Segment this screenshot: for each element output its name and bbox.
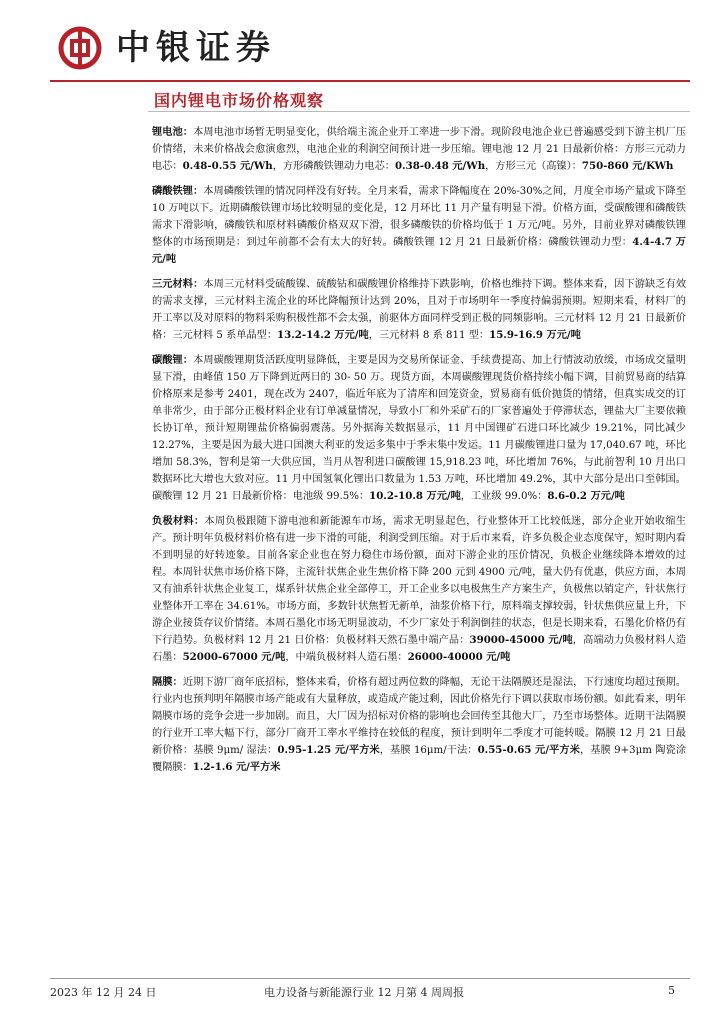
price-value: 13.2-14.2 万元/吨 bbox=[277, 329, 369, 341]
paragraph-lead: 三元材料： bbox=[152, 278, 204, 290]
paragraph-text: 近期下游厂商年底招标，整体来看，价格有超过两位数的降幅，无论干法隔膜还是湿法，下行速度均超过预期。行业内也预判明年隔膜市场产能或有大量释放，或造成产能过剩，因此价格先行下调以获取市场份额。如此看来，明年隔膜市场的竞争会进一步加剧。而且，大厂因为招标对价格的影响也会回传至其他大厂，乃至市场整体。近期干法隔膜的行业开工率大幅下行，部分厂商开工率水平维持在较低的程度，预计到明年二季度才可能转暖。隔膜 12 月 21 日最新价格：基膜 9μm/ 湿法： bbox=[152, 677, 686, 756]
paragraph-text: ，工业级 99.0%： bbox=[460, 491, 548, 502]
footer-divider bbox=[50, 978, 690, 979]
paragraph-text: 本周碳酸锂期货活跃度明显降低，主要是因为交易所保证金、手续费提高、加上行情波动放缓，市场成交量明显下滑，由峰值 150 万下降到近两日的 30- 50 万。现货方面，本周碳酸锂现货价格持续小幅下调，目前贸易商的结算价格原来是参考 2401，现在改为 2407，临近年底为了清库和回笼资金，贸易商有低价抛货的情绪，但真实成交的订单非常少，由于部分正极材料企业有订单减量情况，导致小厂和外采矿石的厂家普遍处于停滞状态，锂盐大厂主要依赖长协订单，预计短期锂盐价格偏弱震荡。另外据海关数据显示，11 月中国锂矿石进口环比减少 19.21%，同比减少 12.27%，主要是因为最大进口国澳大利亚的发运多集中于季末集中发运。11 月碳酸锂进口量为 17,040.67 吨，环比增加 58.3%，智利是第一大供应国，当月从智利进口碳酸锂 15,918.23 吨，环比增加 76%，与此前智利 10 月出口数据环比大增也大致对应。11 月中国氢氧化锂出口数量为 1.53 万吨，环比增加 49.2%，其中大部分是出口至韩国。碳酸锂 12 月 21 日最新价格：电池级 99.5%： bbox=[152, 355, 687, 502]
brand-name: 中银证券 bbox=[116, 28, 276, 68]
paragraph-text: 本周负极跟随下游电池和新能源车市场，需求无明显起色，行业整体开工比较低迷，部分企业开始收缩生产。预计明年负极材料价格有进一步下滑的可能，利润受到压缩。对于后市来看，许多负极企业态度保守，短时期内看不到明显的好转迹象。目前各家企业也在努力稳住市场份额，面对下游企业的压价情况，负极企业继续降本增效的过程。本周针状焦市场价格下降，主流针状焦企业生焦价格下降 200 元到 4900 元/吨，量大仍有优惠，供应方面，本周又有油系针状焦企业复工，煤系针状焦企业全部停工，开工企业多以电极焦生产方案生产，负极焦以销定产，针状焦行业整体开工率在 34.61%。市场方面，多数针状焦暂无新单，油浆价格下行，原料端支撑较弱，针状焦供应量上升，下游企业接货存议价情绪。本周石墨化市场无明显波动，不少厂家处于利润倒挂的状态，但是长期来看，石墨化价格仍有下行趋势。负极材料 12 月 21 日价格：负极材料天然石墨中端产品： bbox=[152, 516, 687, 646]
report-body bbox=[152, 124, 686, 784]
paragraph-text: ，高端动力负极材料人造石墨： bbox=[152, 635, 687, 663]
page-number: 5 bbox=[668, 984, 675, 997]
section-divider bbox=[148, 111, 690, 112]
paragraph bbox=[152, 513, 686, 666]
paragraph-text: ，三元材料 8 系 811 型： bbox=[368, 330, 490, 341]
price-value: 39000-45000 元/吨 bbox=[469, 634, 573, 646]
paragraph bbox=[152, 276, 686, 344]
price-value: 0.55-0.65 元/平方米 bbox=[477, 744, 580, 756]
paragraph-text: ，方形磷酸铁锂动力电芯： bbox=[272, 161, 395, 172]
footer-report-title: 电力设备与新能源行业 12 月第 4 周周报 bbox=[264, 986, 464, 999]
paragraph-text: ，方形三元（高镍）： bbox=[485, 161, 582, 172]
paragraph-text: ，基膜 16μm/干法： bbox=[379, 745, 478, 756]
price-value: 0.95-1.25 元/平方米 bbox=[277, 744, 380, 756]
paragraph-text: ，中端负极材料人造石墨： bbox=[285, 652, 408, 663]
paragraph bbox=[152, 124, 686, 175]
paragraph bbox=[152, 674, 686, 776]
footer-date: 2023 年 12 月 24 日 bbox=[50, 986, 157, 999]
paragraph-text: 本周电池市场暂无明显变化，供给端主流企业开工率进一步下滑。现阶段电池企业已普遍感受到下游主机厂压价情绪，未来价格战会愈演愈烈，电池企业的利润空间预计进一步压缩。锂电池 12 月 21 日最新价格：方形三元动力电芯： bbox=[152, 127, 687, 172]
section-title: 国内锂电市场价格观察 bbox=[154, 91, 325, 110]
paragraph-text: 本周三元材料受硫酸镍、硫酸钴和碳酸锂价格维持下跌影响，价格也维持下调。整体来看，因下游缺乏有效的需求支撑，三元材料主流企业的环比降幅预计达到 20%，且对于市场明年一季度持偏弱预期。短期来看，材料厂的开工率以及对原料的物料采购积极性都不会太强，前驱体方面同样受到正极的同频影响。三元材料 12 月 21 日最新价格：三元材料 5 系单晶型： bbox=[152, 279, 687, 341]
paragraph-text: 本周磷酸铁锂的情况同样没有好转。全月来看，需求下降幅度在 20%-30%之间，月度全市场产量或下降至 10 万吨以下。近期磷酸铁锂市场比较明显的变化是，12 月环比 11 月产量有明显下滑。价格方面，受碳酸锂和磷酸铁需求下滑影响，磷酸铁和原材料磷酸价格双双下滑，很多磷酸铁的价格均低于 1 万元/吨。另外，目前业界对磷酸铁锂整体的市场预期是：到过年前都不会有太大的好转。磷酸铁锂 12 月 21 日最新价格：磷酸铁锂动力型： bbox=[152, 186, 687, 248]
paragraph bbox=[152, 352, 686, 505]
paragraph-lead: 碳酸锂： bbox=[152, 354, 194, 366]
price-value: 52000-67000 元/吨 bbox=[182, 651, 286, 663]
price-value: 26000-40000 元/吨 bbox=[407, 651, 511, 663]
price-value: 4.4-4.7 万元/吨 bbox=[152, 236, 686, 265]
paragraph-lead: 负极材料： bbox=[152, 515, 205, 527]
paragraph-lead: 锂电池： bbox=[152, 126, 194, 138]
paragraph bbox=[152, 183, 686, 268]
paragraph-text: ，基膜 9+3μm 陶瓷涂覆隔膜： bbox=[152, 745, 687, 773]
paragraph-lead: 隔膜： bbox=[152, 676, 183, 688]
page-header bbox=[50, 18, 690, 78]
price-value: 0.48-0.55 元/Wh bbox=[182, 160, 273, 172]
price-value: 0.38-0.48 元/Wh bbox=[394, 160, 486, 172]
header-divider bbox=[50, 80, 690, 82]
bank-of-china-logo-icon bbox=[58, 26, 102, 70]
price-value: 10.2-10.8 万元/吨 bbox=[369, 490, 461, 502]
price-value: 15.9-16.9 万元/吨 bbox=[489, 329, 581, 341]
price-value: 1.2-1.6 元/平方米 bbox=[192, 761, 281, 773]
price-value: 8.6-0.2 万元/吨 bbox=[547, 490, 625, 502]
price-value: 750-860 元/KWh bbox=[581, 160, 674, 172]
paragraph-lead: 磷酸铁锂： bbox=[152, 185, 204, 197]
